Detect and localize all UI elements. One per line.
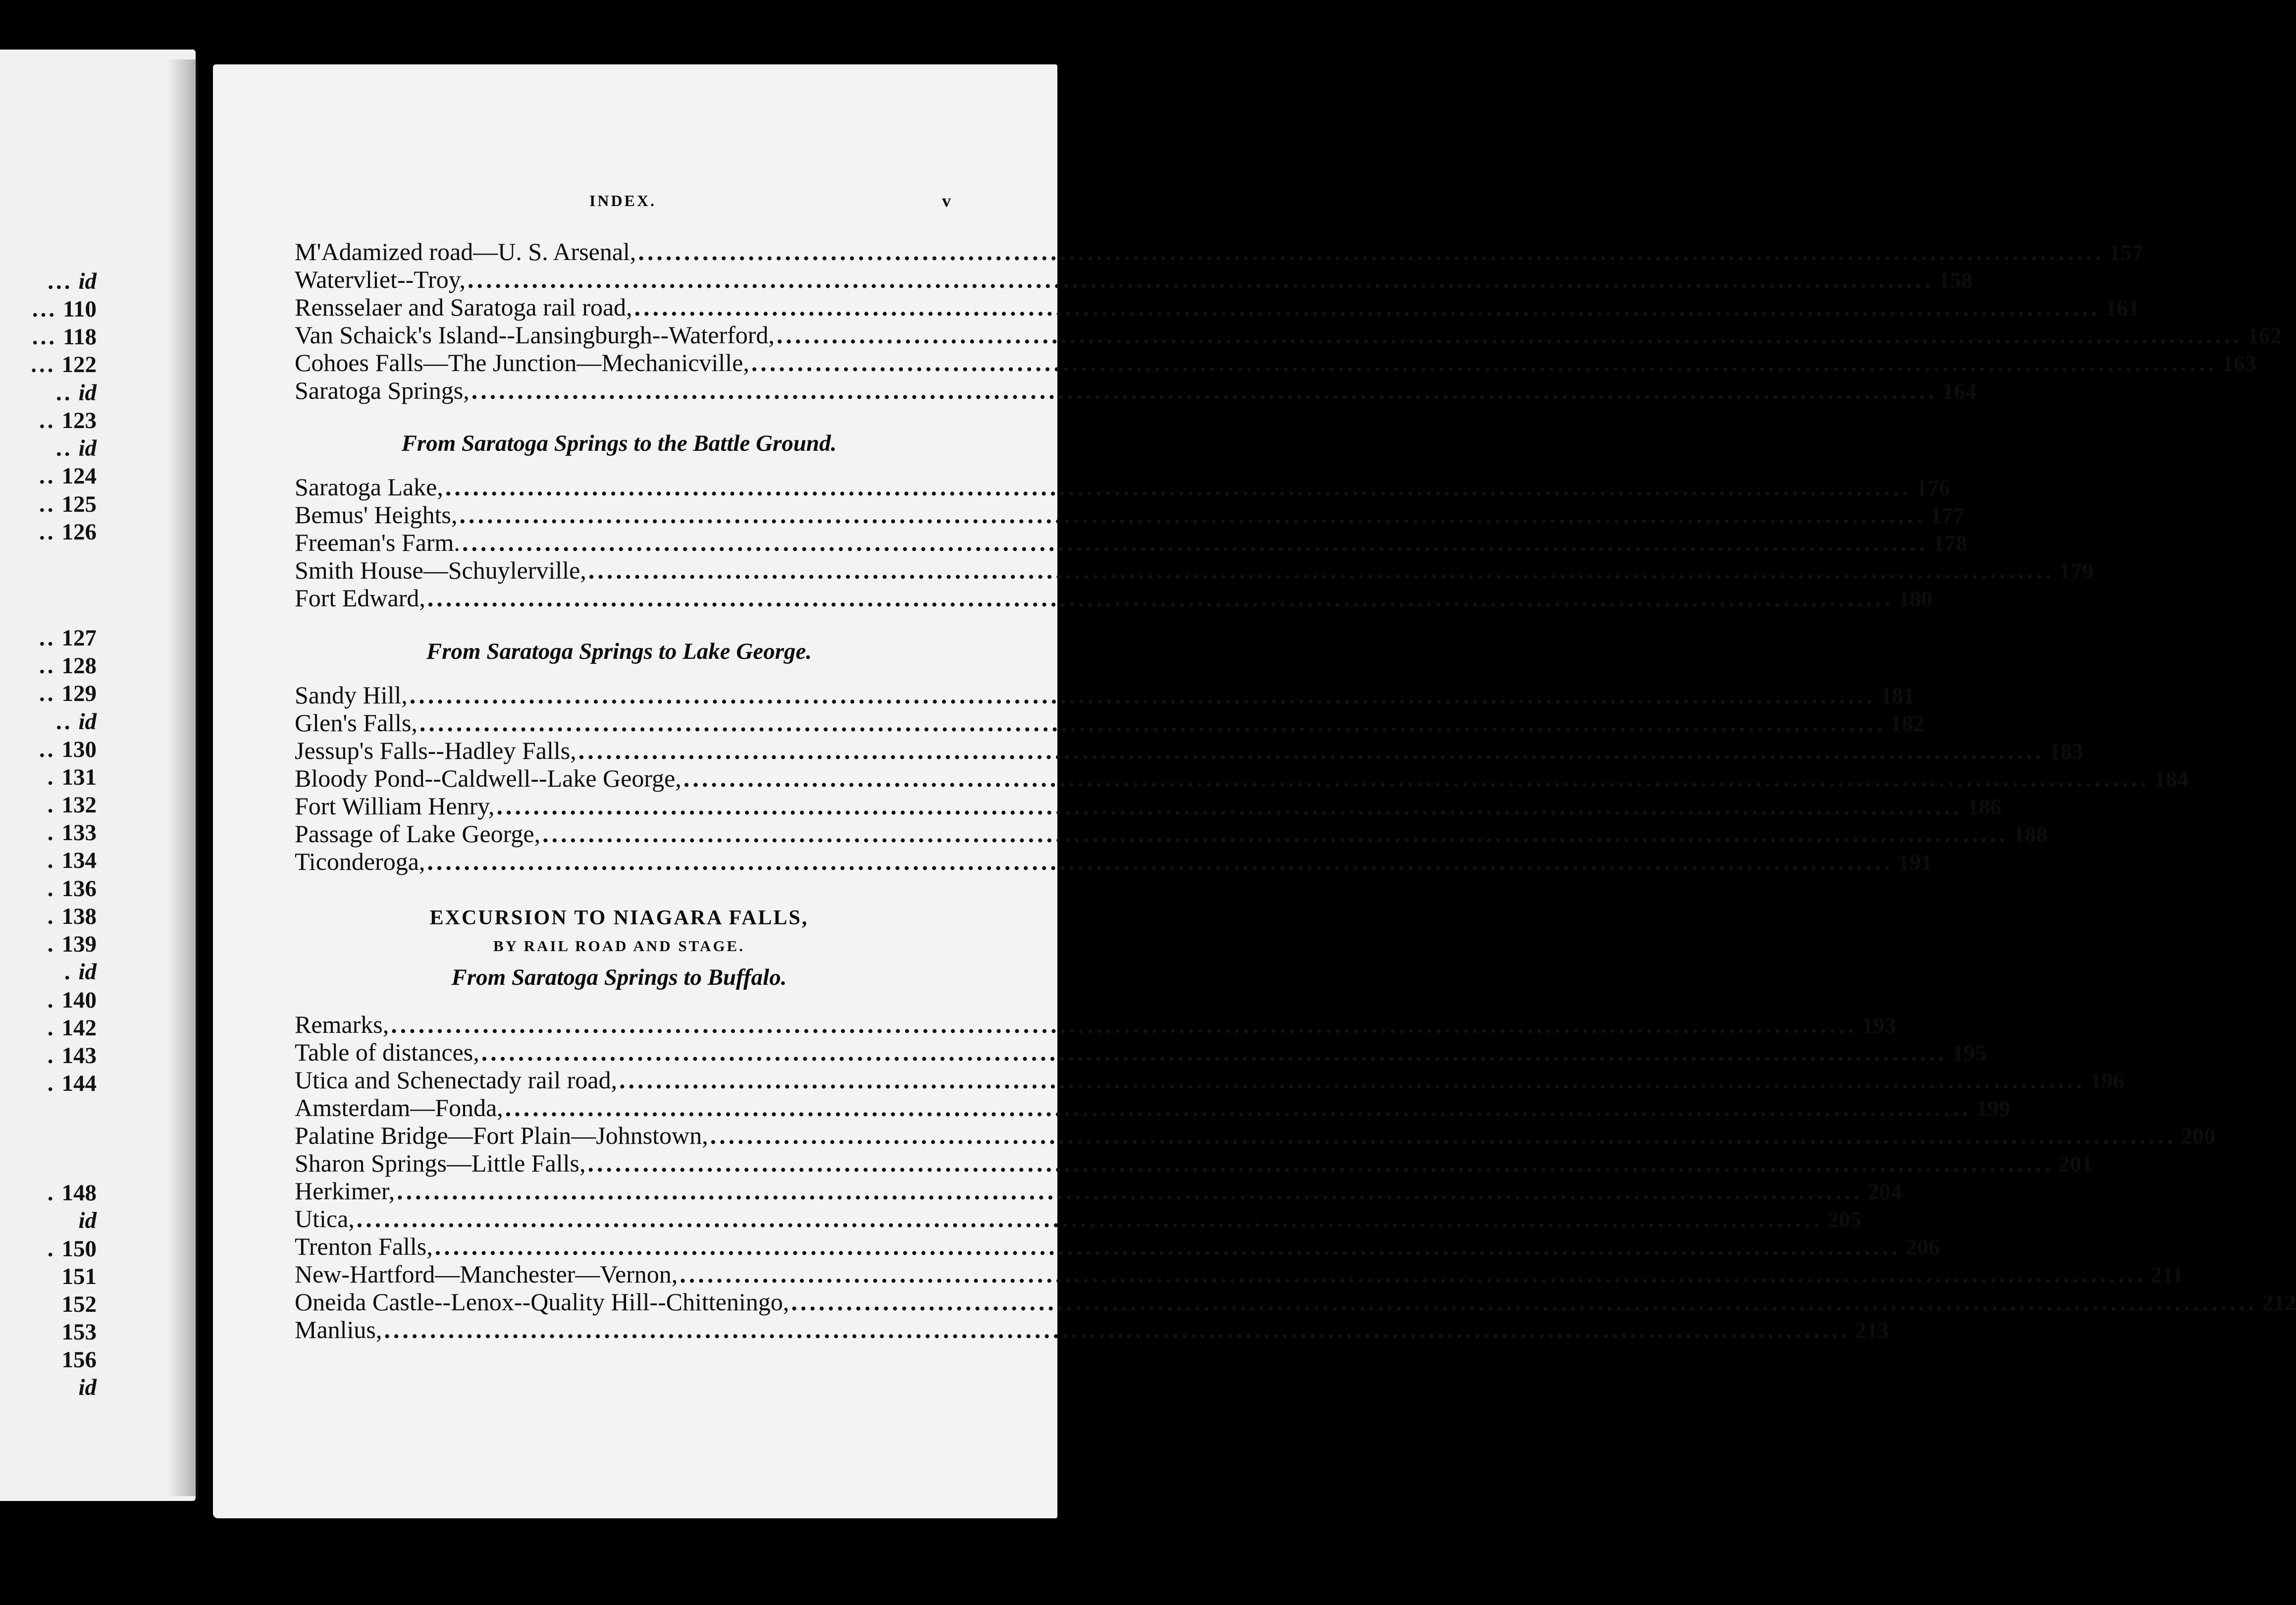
entry-label: Fort Edward, bbox=[295, 584, 425, 612]
left-index-entry bbox=[0, 819, 97, 847]
chapter-heading: EXCURSION TO NIAGARA FALLS, bbox=[429, 907, 809, 929]
entry-label: M'Adamized road—U. S. Arsenal, bbox=[295, 238, 636, 266]
entry-page-number: 201 bbox=[2058, 1151, 2093, 1177]
index-entry bbox=[295, 1038, 1986, 1066]
index-entry bbox=[295, 737, 2084, 764]
entry-page-number: 177 bbox=[1930, 503, 1965, 528]
leader-dots: ................................................................................................................................................................ bbox=[683, 764, 2149, 792]
entry-page-number: 178 bbox=[1932, 531, 1967, 556]
index-entry bbox=[295, 529, 1967, 556]
entry-label: New-Hartford—Manchester—Vernon, bbox=[295, 1260, 678, 1288]
page-number: 126 bbox=[61, 519, 97, 545]
entry-label: Remarks, bbox=[295, 1011, 389, 1038]
leader-dots: ................................................................................................................................................................ bbox=[619, 1066, 2086, 1094]
index-entry bbox=[295, 1149, 2093, 1177]
index-entry bbox=[295, 1094, 2010, 1122]
section-heading: From Saratoga Springs to Lake George. bbox=[426, 639, 812, 664]
entry-label: Amsterdam—Fonda, bbox=[295, 1094, 503, 1122]
left-index-entry bbox=[0, 680, 97, 707]
index-entry bbox=[295, 349, 2256, 376]
entry-label: Watervliet--Troy, bbox=[295, 266, 466, 293]
index-entry bbox=[295, 1260, 2184, 1288]
index-entry bbox=[295, 709, 1925, 737]
entry-page-number: 182 bbox=[1890, 711, 1925, 736]
index-entry bbox=[295, 848, 1932, 875]
leader-dots: ................................................................................................................................................................ bbox=[542, 820, 2009, 848]
page-number: 150 bbox=[61, 1236, 97, 1262]
entry-label: Van Schaick's Island--Lansingburgh--Waterford, bbox=[295, 321, 775, 349]
leader-dots: .. bbox=[39, 519, 56, 545]
entry-page-number: 200 bbox=[2181, 1124, 2215, 1149]
leader-dots: . bbox=[47, 1015, 56, 1041]
page-number: 132 bbox=[61, 792, 97, 818]
page-number: 151 bbox=[61, 1264, 97, 1289]
entry-page-number: 206 bbox=[1905, 1234, 1940, 1260]
leader-dots: .. bbox=[39, 463, 56, 489]
entry-page-number: 191 bbox=[1898, 850, 1932, 875]
page-number: 125 bbox=[61, 491, 97, 517]
book-gutter bbox=[168, 59, 198, 1496]
index-entry bbox=[295, 1066, 2125, 1094]
left-index-entry bbox=[0, 295, 97, 323]
index-entry bbox=[295, 1232, 1940, 1260]
leader-dots: . bbox=[47, 931, 56, 957]
entry-label: Smith House—Schuylerville, bbox=[295, 556, 586, 584]
page-number: 122 bbox=[61, 352, 97, 377]
page-number: 138 bbox=[61, 904, 97, 929]
leader-dots: . bbox=[47, 904, 56, 929]
page-number: 148 bbox=[61, 1180, 97, 1206]
left-index-entry bbox=[0, 986, 97, 1014]
leader-dots: ................................................................................................................................................................ bbox=[481, 1038, 1947, 1066]
index-entry bbox=[295, 681, 1915, 709]
page-number: 129 bbox=[61, 681, 97, 706]
leader-dots: . bbox=[47, 1236, 56, 1262]
page-number: 131 bbox=[61, 764, 97, 790]
page-number: 133 bbox=[61, 820, 97, 846]
leader-dots: ... bbox=[32, 296, 57, 322]
page-number: id bbox=[78, 959, 97, 985]
page-header bbox=[295, 186, 951, 215]
index-entry bbox=[295, 1288, 2296, 1316]
entry-label: Manlius, bbox=[295, 1316, 382, 1343]
page-number: 144 bbox=[61, 1070, 97, 1096]
page-number: 128 bbox=[61, 653, 97, 679]
entry-page-number: 183 bbox=[2049, 739, 2084, 764]
entry-page-number: 184 bbox=[2154, 766, 2189, 792]
leader-dots: ................................................................................................................................................................ bbox=[751, 349, 2217, 376]
entry-page-number: 162 bbox=[2247, 323, 2282, 348]
leader-dots: ................................................................................................................................................................ bbox=[419, 709, 1885, 737]
entry-page-number: 164 bbox=[1942, 378, 1977, 404]
leader-dots: . bbox=[47, 987, 56, 1013]
section-heading: From Saratoga Springs to the Battle Ground. bbox=[401, 430, 837, 456]
left-index-entry bbox=[0, 1207, 97, 1234]
entry-page-number: 181 bbox=[1880, 683, 1915, 708]
index-entry bbox=[295, 376, 1977, 404]
entry-label: Bemus' Heights, bbox=[295, 501, 458, 529]
entry-label: Herkimer, bbox=[295, 1177, 395, 1205]
leader-dots: ................................................................................................................................................................ bbox=[634, 293, 2100, 321]
leader-dots: ................................................................................................................................................................ bbox=[496, 792, 1963, 820]
entry-label: Rensselaer and Saratoga rail road, bbox=[295, 293, 632, 321]
entry-label: Cohoes Falls—The Junction—Mechanicville, bbox=[295, 349, 749, 376]
entry-label: Oneida Castle--Lenox--Quality Hill--Chitteningo, bbox=[295, 1288, 789, 1316]
entry-page-number: 180 bbox=[1898, 586, 1932, 611]
entry-page-number: 196 bbox=[2090, 1068, 2125, 1093]
leader-dots: ................................................................................................................................................................ bbox=[710, 1122, 2176, 1149]
index-entry bbox=[295, 293, 2139, 321]
entry-page-number: 212 bbox=[2262, 1290, 2296, 1315]
leader-dots: ................................................................................................................................................................ bbox=[471, 376, 1937, 404]
leader-dots: .. bbox=[39, 737, 56, 762]
leader-dots: .. bbox=[39, 491, 56, 517]
left-index-entry bbox=[0, 462, 97, 490]
leader-dots: ................................................................................................................................................................ bbox=[397, 1177, 1863, 1205]
left-index-entry bbox=[0, 268, 97, 295]
page-number: 156 bbox=[61, 1347, 97, 1373]
leader-dots: ................................................................................................................................................................ bbox=[356, 1205, 1823, 1232]
left-index-entry bbox=[0, 1374, 97, 1401]
left-index-entry bbox=[0, 323, 97, 351]
leader-dots: ................................................................................................................................................................ bbox=[588, 556, 2054, 584]
page-number: 134 bbox=[61, 848, 97, 873]
page-number: id bbox=[78, 268, 97, 294]
left-index-entry bbox=[0, 351, 97, 378]
index-entry bbox=[295, 556, 2093, 584]
left-index-entry bbox=[0, 1318, 97, 1346]
entry-label: Passage of Lake George, bbox=[295, 820, 541, 848]
leader-dots: ................................................................................................................................................................ bbox=[467, 266, 1933, 293]
index-entry bbox=[295, 1205, 1862, 1232]
entry-label: Freeman's Farm. bbox=[295, 529, 460, 556]
entry-page-number: 161 bbox=[2105, 295, 2139, 321]
leader-dots: .. bbox=[55, 709, 73, 735]
left-index-entry bbox=[0, 1014, 97, 1042]
leader-dots: . bbox=[47, 764, 56, 790]
leader-dots: ................................................................................................................................................................ bbox=[427, 848, 1893, 875]
entry-label: Utica, bbox=[295, 1205, 355, 1232]
leader-dots: ................................................................................................................................................................ bbox=[409, 681, 1876, 709]
index-entry bbox=[295, 1177, 1902, 1205]
entry-label: Glen's Falls, bbox=[295, 709, 417, 737]
entry-label: Sandy Hill, bbox=[295, 681, 408, 709]
leader-dots: ................................................................................................................................................................ bbox=[384, 1316, 1850, 1343]
leader-dots: ................................................................................................................................................................ bbox=[459, 501, 1926, 529]
page-number: 124 bbox=[61, 463, 97, 489]
entry-page-number: 205 bbox=[1827, 1207, 1862, 1232]
index-entry bbox=[295, 764, 2189, 792]
leader-dots: . bbox=[47, 1180, 56, 1206]
left-index-entry bbox=[0, 958, 97, 986]
page-number: 110 bbox=[63, 296, 97, 322]
entry-page-number: 199 bbox=[1976, 1096, 2010, 1121]
left-index-entry bbox=[0, 763, 97, 791]
page-number: id bbox=[78, 435, 97, 461]
leader-dots: .. bbox=[39, 408, 56, 433]
page-number: 127 bbox=[61, 625, 97, 651]
entry-page-number: 211 bbox=[2150, 1262, 2184, 1287]
entry-label: Palatine Bridge—Fort Plain—Johnstown, bbox=[295, 1122, 708, 1149]
leader-dots: ................................................................................................................................................................ bbox=[791, 1288, 2257, 1316]
leader-dots: . bbox=[47, 820, 56, 846]
left-index-entry bbox=[0, 1042, 97, 1070]
leader-dots: ... bbox=[48, 268, 73, 294]
index-entry bbox=[295, 1011, 1896, 1038]
entry-page-number: 179 bbox=[2059, 558, 2093, 584]
page-folio: v bbox=[942, 191, 951, 211]
entry-page-number: 176 bbox=[1916, 475, 1950, 500]
entry-page-number: 213 bbox=[1855, 1318, 1889, 1343]
entry-page-number: 158 bbox=[1938, 268, 1973, 293]
left-index-entry bbox=[0, 708, 97, 736]
leader-dots: . bbox=[47, 848, 56, 873]
entry-page-number: 193 bbox=[1862, 1013, 1896, 1038]
index-entry bbox=[295, 321, 2282, 349]
left-index-entry bbox=[0, 624, 97, 652]
leader-dots: .. bbox=[39, 653, 56, 679]
left-index-entry bbox=[0, 847, 97, 874]
entry-label: Fort William Henry, bbox=[295, 792, 495, 820]
page-number: id bbox=[78, 709, 97, 735]
page-number: 123 bbox=[61, 408, 97, 433]
left-index-entry bbox=[0, 652, 97, 680]
page-number: 142 bbox=[61, 1015, 97, 1041]
index-entry bbox=[295, 238, 2143, 266]
leader-dots: . bbox=[47, 792, 56, 818]
leader-dots: . bbox=[47, 1043, 56, 1069]
section-heading: From Saratoga Springs to Buffalo. bbox=[451, 964, 787, 990]
leader-dots: . bbox=[47, 1070, 56, 1096]
index-entry bbox=[295, 820, 2048, 848]
left-index-entry bbox=[0, 903, 97, 930]
entry-label: Saratoga Springs, bbox=[295, 376, 470, 404]
index-entry bbox=[295, 473, 1950, 501]
page-number: 152 bbox=[61, 1291, 97, 1317]
left-index-entry bbox=[0, 1070, 97, 1097]
entry-label: Sharon Springs—Little Falls, bbox=[295, 1149, 586, 1177]
entry-label: Trenton Falls, bbox=[295, 1232, 433, 1260]
leader-dots: .. bbox=[39, 625, 56, 651]
leader-dots: .. bbox=[39, 681, 56, 706]
page-number: 130 bbox=[61, 737, 97, 762]
entry-page-number: 163 bbox=[2222, 351, 2256, 376]
entry-page-number: 186 bbox=[1967, 794, 2002, 819]
left-index-entry bbox=[0, 490, 97, 518]
entry-page-number: 204 bbox=[1868, 1179, 1902, 1204]
leader-dots: ................................................................................................................................................................ bbox=[638, 238, 2104, 266]
page-number: id bbox=[78, 1375, 97, 1400]
leader-dots: ................................................................................................................................................................ bbox=[578, 737, 2044, 764]
entry-label: Bloody Pond--Caldwell--Lake George, bbox=[295, 764, 681, 792]
left-index-entry bbox=[0, 407, 97, 434]
index-entry bbox=[295, 1316, 1889, 1343]
left-index-entry bbox=[0, 930, 97, 958]
leader-dots: ................................................................................................................................................................ bbox=[777, 321, 2243, 349]
leader-dots: .. bbox=[55, 435, 73, 461]
left-index-entry bbox=[0, 736, 97, 763]
index-entry bbox=[295, 584, 1932, 612]
index-entry bbox=[295, 266, 1973, 293]
leader-dots: ................................................................................................................................................................ bbox=[679, 1260, 2146, 1288]
page-number: 136 bbox=[61, 876, 97, 902]
leader-dots: ................................................................................................................................................................ bbox=[587, 1149, 2054, 1177]
leader-dots: ................................................................................................................................................................ bbox=[445, 473, 1911, 501]
index-entry bbox=[295, 1122, 2215, 1149]
index-entry bbox=[295, 501, 1965, 529]
leader-dots: .. bbox=[55, 380, 73, 406]
leader-dots: ... bbox=[32, 324, 57, 350]
left-index-entry bbox=[0, 434, 97, 462]
left-index-entry bbox=[0, 1346, 97, 1374]
page-number: 143 bbox=[61, 1043, 97, 1069]
left-index-entry bbox=[0, 1290, 97, 1318]
page-number: id bbox=[78, 380, 97, 406]
sub-heading: BY RAIL ROAD AND STAGE. bbox=[493, 937, 745, 955]
entry-label: Utica and Schenectady rail road, bbox=[295, 1066, 618, 1094]
page-number: 153 bbox=[61, 1319, 97, 1345]
left-index-entry bbox=[0, 379, 97, 407]
entry-page-number: 157 bbox=[2109, 240, 2143, 265]
entry-label: Table of distances, bbox=[295, 1038, 479, 1066]
left-index-entry bbox=[0, 791, 97, 819]
leader-dots: ................................................................................................................................................................ bbox=[434, 1232, 1901, 1260]
leader-dots: ................................................................................................................................................................ bbox=[391, 1011, 1857, 1038]
page-number: 118 bbox=[63, 324, 97, 350]
entry-label: Jessup's Falls--Hadley Falls, bbox=[295, 737, 576, 764]
page-number: 140 bbox=[61, 987, 97, 1013]
leader-dots: ................................................................................................................................................................ bbox=[462, 529, 1928, 556]
entry-page-number: 188 bbox=[2013, 822, 2048, 847]
left-index-entry bbox=[0, 1263, 97, 1290]
page-title: INDEX. bbox=[589, 192, 657, 210]
left-index-entry bbox=[0, 518, 97, 546]
leader-dots: ................................................................................................................................................................ bbox=[505, 1094, 1971, 1122]
leader-dots: ... bbox=[31, 352, 56, 377]
index-entry bbox=[295, 792, 2002, 820]
left-index-entry bbox=[0, 875, 97, 903]
entry-label: Saratoga Lake, bbox=[295, 473, 443, 501]
entry-label: Ticonderoga, bbox=[295, 848, 425, 875]
page-number: 139 bbox=[61, 931, 97, 957]
left-index-entry bbox=[0, 1235, 97, 1263]
entry-page-number: 195 bbox=[1952, 1040, 1986, 1066]
leader-dots: ................................................................................................................................................................ bbox=[427, 584, 1893, 612]
leader-dots: . bbox=[47, 876, 56, 902]
left-index-entry bbox=[0, 1179, 97, 1207]
page-number: id bbox=[78, 1208, 97, 1233]
left-page bbox=[0, 50, 196, 1501]
leader-dots: . bbox=[64, 959, 73, 985]
